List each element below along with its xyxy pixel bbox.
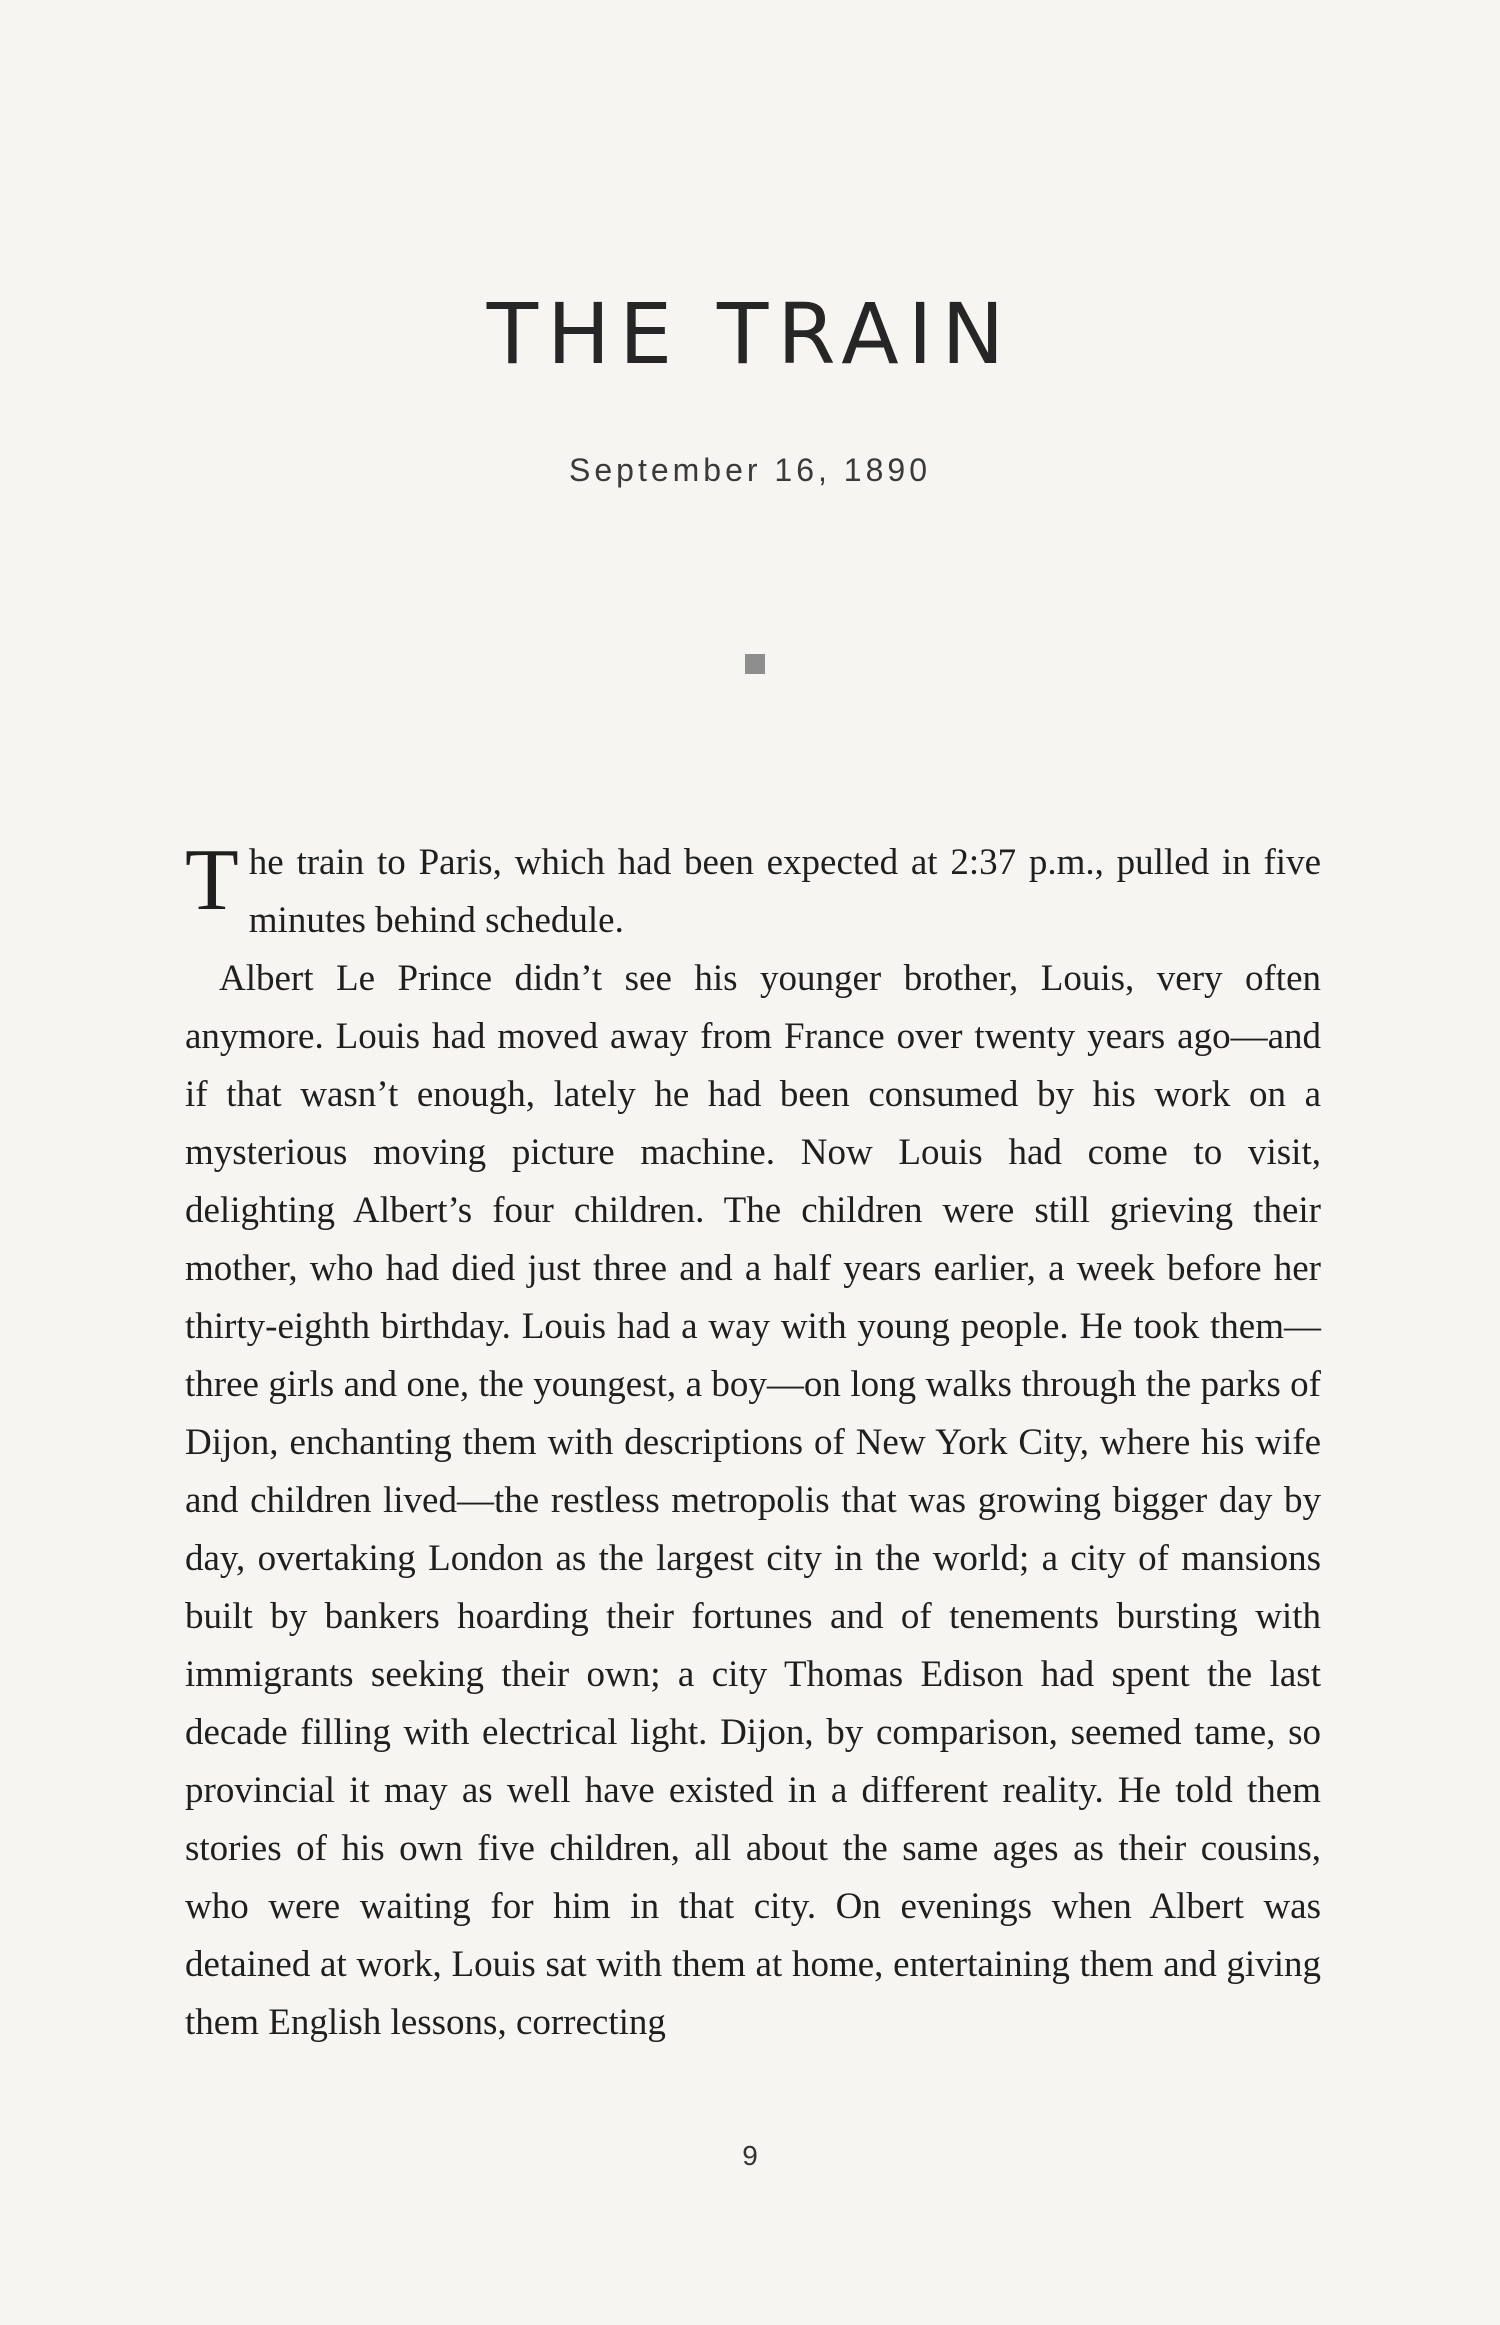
drop-cap: T [185,832,239,929]
first-paragraph [185,834,1321,950]
section-ornament-square [745,654,765,674]
second-paragraph: Albert Le Prince didn’t see his younger brother, Louis, very often anymore. Louis had moved away from France over twenty years ago—and if that wasn’t enough, lately he had been consumed by his work on a mysterious moving picture machine. Now Louis had come to visit, delighting Albert’s four children. The children were still grieving their mother, who had died just three and a half years earlier, a week before her thirty-eighth birthday. Louis had a way with young people. He took them—three girls and one, the youngest, a boy—on long walks through the parks of Dijon, enchanting them with descriptions of New York City, where his wife and children lived—the restless metropolis that was growing bigger day by day, overtaking London as the largest city in the world; a city of mansions built by bankers hoarding their fortunes and of tenements bursting with immigrants seeking their own; a city Thomas Edison had spent the last decade filling with electrical light. Dijon, by comparison, seemed tame, so provincial it may as well have existed in a different reality. He told them stories of his own five children, all about the same ages as their cousins, who were waiting for him in that city. On evenings when Albert was detained at work, Louis sat with them at home, entertaining them and giving them English lessons, correcting [185,958,1321,2043]
first-paragraph-text: he train to Paris, which had been expected at 2:37 p.m., pulled in five minutes behind schedule. [248,842,1321,941]
chapter-title: THE TRAIN [486,285,1014,383]
body-text [185,834,1321,2052]
chapter-date: September 16, 1890 [569,452,931,488]
page-number: 9 [742,2140,758,2171]
